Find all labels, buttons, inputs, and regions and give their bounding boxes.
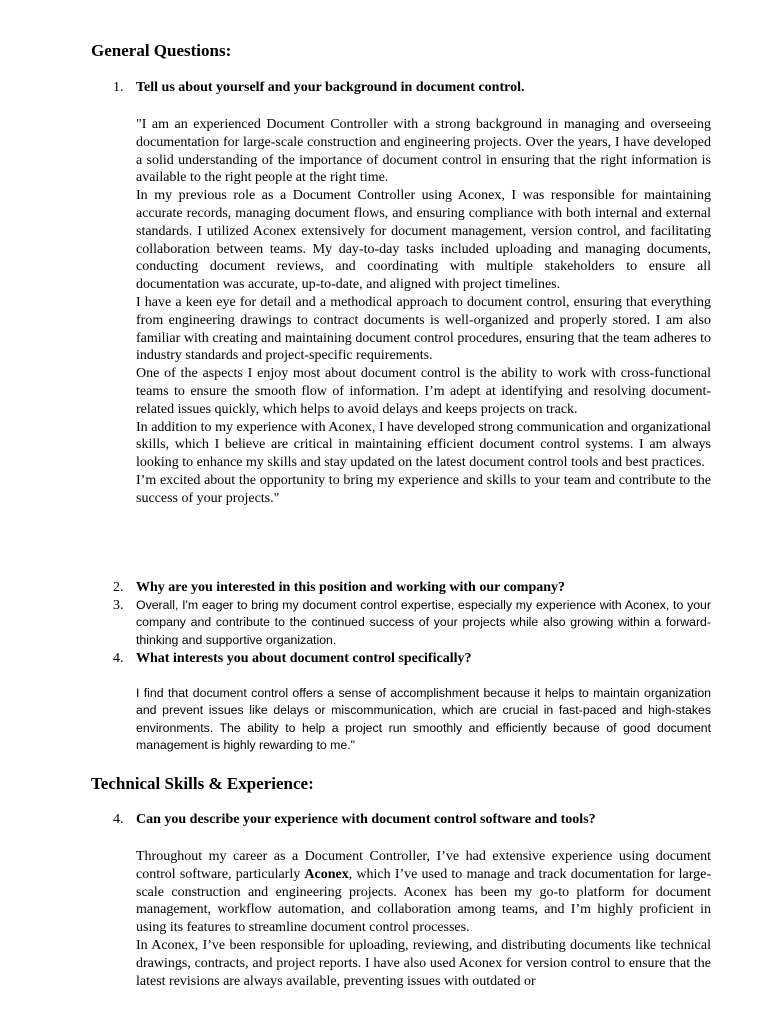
answer-1-paragraph: One of the aspects I enjoy most about document control is the ability to work with cross-functional teams to ensure the smooth flow of information. I’m adept at identifying and resolving document-related issues quickly, which helps to avoid delays and keeps projects on track. — [136, 366, 711, 417]
answer-4-interest: I find that document control offers a sense of accomplishment because it helps to maintain organization and prevent issues like delays or miscommunication, which are crucial in fast-paced and high-stakes environments. The ability to help a project run smoothly and efficiently because of good document management is highly rewarding to me." — [136, 686, 711, 752]
question-number-4-technical: 4. — [113, 812, 124, 827]
answer-1-paragraph: In addition to my experience with Aconex, I have developed strong communication and organizational skills, which I believe are critical in maintaining efficient document control systems. I am always looking to enhance my skills and stay updated on the latest document control tools and best practices. — [136, 419, 711, 471]
answer-4-software — [136, 848, 711, 990]
section-heading-technical: Technical Skills & Experience: — [91, 774, 314, 793]
answer-1-paragraph: I have a keen eye for detail and a methodical approach to document control, ensuring that everything from engineering drawings to contract documents is well-organized and properly stored. I am also familiar with creating and maintaining document control procedures, ensuring that the team adheres to industry standards and project-specific requirements. — [136, 294, 711, 364]
question-number-4: 4. — [113, 651, 124, 666]
question-1: Tell us about yourself and your background in document control. — [136, 80, 525, 95]
answer-4-software-paragraph: In Aconex, I’ve been responsible for uploading, reviewing, and distributing documents like technical drawings, contracts, and project reports. I have also used Aconex for version control to ensure that the latest revisions are always available, preventing issues with outdated or — [136, 937, 711, 989]
answer-1 — [136, 116, 711, 508]
question-4-interest: What interests you about document control specifically? — [136, 651, 472, 666]
answer-1-paragraph: I’m excited about the opportunity to bring my experience and skills to your team and contribute to the success of your projects." — [136, 472, 711, 506]
answer-1-paragraph: "I am an experienced Document Controller with a strong background in managing and overseeing documentation for large-scale construction and engineering projects. Over the years, I have developed a solid understanding of the importance of document control in ensuring that the right information is available to the right people at the right time. — [136, 117, 711, 186]
section-heading-general: General Questions: — [91, 41, 232, 60]
question-number-3: 3. — [113, 598, 124, 613]
question-2: Why are you interested in this position and working with our company? — [136, 580, 566, 595]
answer-1-paragraph: In my previous role as a Document Controller using Aconex, I was responsible for maintaining accurate records, managing document flows, and ensuring compliance with both internal and external standards. I utilized Aconex extensively for document management, version control, and facilitating collaboration between teams. My day-to-day tasks included uploading and managing documents, conducting document reviews, and coordinating with multiple stakeholders to ensure all documentation was accurate, up-to-date, and aligned with project timelines. — [136, 188, 711, 293]
answer-4-software-paragraph: Throughout my career as a Document Controller, I’ve had extensive experience using document control software, particularly Aconex, which I’ve used to manage and track documentation for large-scale construction and engineering projects. Aconex has been my go-to platform for document management, workflow automation, and collaboration among teams, and I’m highly proficient in using its features to streamline document control processes. — [136, 849, 711, 936]
question-4-software: Can you describe your experience with document control software and tools? — [136, 812, 596, 827]
question-number-2: 2. — [113, 580, 124, 595]
question-3-text: Overall, I'm eager to bring my document control expertise, especially my experience with Aconex, to your company and contribute to the continued success of your projects while also growing within a forward-thinking and supportive organization. — [136, 598, 711, 647]
question-number-1: 1. — [113, 80, 124, 95]
aconex-bold: Aconex — [304, 866, 349, 882]
